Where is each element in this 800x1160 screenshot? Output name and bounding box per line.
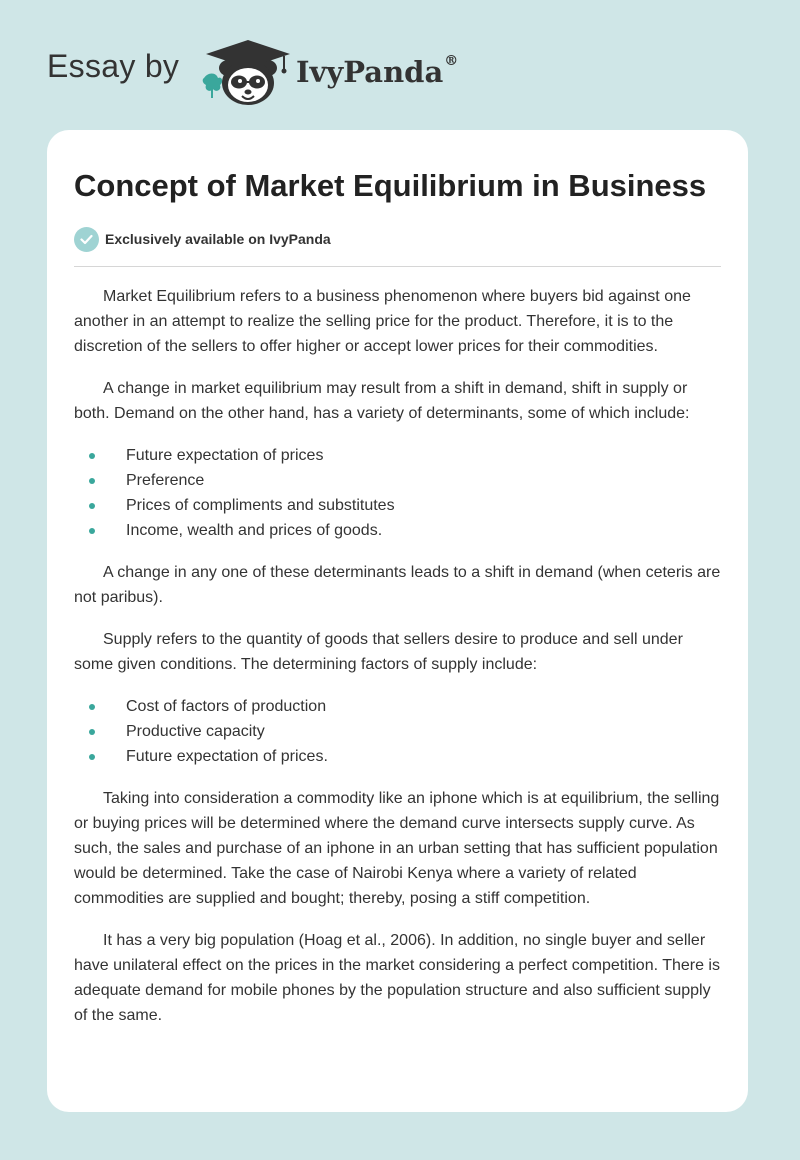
badge-text: Exclusively available on IvyPanda bbox=[105, 231, 331, 247]
brand-name[interactable] bbox=[296, 55, 458, 89]
paragraph: It has a very big population (Hoag et al., 2006). In addition, no single buyer and seller have unilateral effect on the prices in the market considering a perfect competition. There is adequate demand for mobile phones by the population structure and also sufficient supply of the same. bbox=[74, 932, 720, 1024]
paragraph: Taking into consideration a commodity like an iphone which is at equilibrium, the selling or buying prices will be determined where the demand curve intersects supply curve. As such, the sales and purchase of an iphone in an urban setting that has sufficient population would be determined. Take the case of Nairobi Kenya where a variety of related commodities are supplied and bought; thereby, posing a stiff competition. bbox=[74, 790, 720, 907]
bullet-dot-icon bbox=[89, 528, 95, 534]
list-item bbox=[74, 443, 721, 468]
list-item bbox=[74, 518, 721, 543]
list-item-text: Future expectation of prices bbox=[126, 447, 324, 464]
list-item bbox=[74, 468, 721, 493]
essay-title: Concept of Market Equilibrium in Business bbox=[74, 168, 707, 203]
demand-determinants-list bbox=[74, 443, 721, 543]
registered-mark: ® bbox=[444, 53, 459, 69]
list-item-text: Future expectation of prices. bbox=[126, 748, 328, 765]
brand-text: IvyPanda bbox=[296, 55, 444, 89]
bullet-dot-icon bbox=[89, 729, 95, 735]
list-item bbox=[74, 694, 721, 719]
supply-determinants-list bbox=[74, 694, 721, 769]
divider bbox=[74, 266, 721, 267]
bullet-dot-icon bbox=[89, 478, 95, 484]
bullet-dot-icon bbox=[89, 503, 95, 509]
bullet-dot-icon bbox=[89, 704, 95, 710]
list-item-text: Cost of factors of production bbox=[126, 698, 327, 715]
exclusive-badge bbox=[74, 225, 721, 253]
list-item-text: Income, wealth and prices of goods. bbox=[126, 522, 383, 539]
list-item bbox=[74, 744, 721, 769]
essay-card bbox=[47, 130, 748, 1112]
list-item bbox=[74, 719, 721, 744]
paragraph: A change in market equilibrium may result from a shift in demand, shift in supply or both. Demand on the other hand, has a variety of determinants, some of which include: bbox=[74, 380, 690, 422]
ivypanda-logo-icon[interactable] bbox=[202, 38, 294, 108]
bullet-dot-icon bbox=[89, 754, 95, 760]
list-item-text: Preference bbox=[126, 472, 205, 489]
paragraph: Market Equilibrium refers to a business phenomenon where buyers bid against one another in an attempt to realize the selling price for the product. Therefore, it is to the discretion of the sellers to offer higher or accept lower prices for their commodities. bbox=[74, 288, 691, 355]
list-item-text: Prices of compliments and substitutes bbox=[126, 497, 395, 514]
paragraph: Supply refers to the quantity of goods that sellers desire to produce and sell under some given conditions. The determining factors of supply include: bbox=[74, 631, 683, 673]
ivy-leaf-icon bbox=[203, 74, 222, 99]
site-header bbox=[0, 0, 800, 120]
list-item bbox=[74, 493, 721, 518]
check-circle-icon bbox=[74, 227, 99, 252]
list-item-text: Productive capacity bbox=[126, 723, 265, 740]
paragraph: A change in any one of these determinants leads to a shift in demand (when ceteris are not paribus). bbox=[74, 564, 721, 606]
bullet-dot-icon bbox=[89, 453, 95, 459]
essay-by-label: Essay by bbox=[47, 48, 180, 84]
